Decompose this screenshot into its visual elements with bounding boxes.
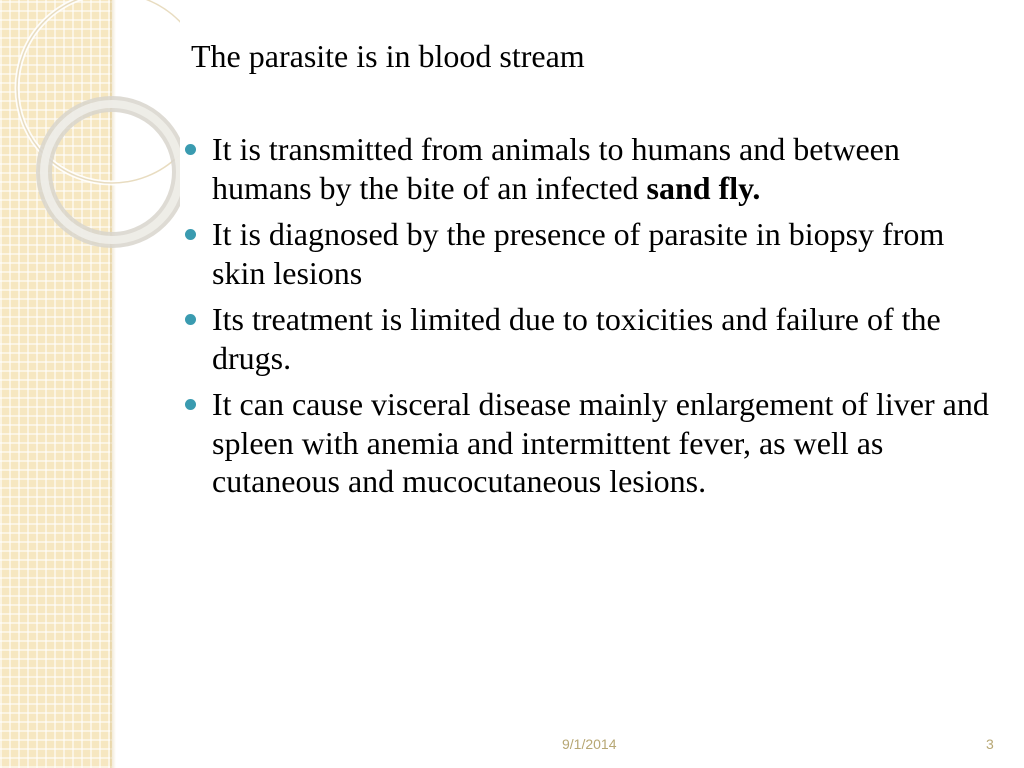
bullet-item-treatment	[180, 300, 1000, 377]
bullet-item-disease	[180, 385, 1000, 501]
bullet-text: It is diagnosed by the presence of parasite in biopsy from skin lesions	[212, 216, 945, 291]
bullet-item-transmission	[180, 130, 1000, 207]
bullet-list	[180, 130, 1000, 509]
footer-date: 9/1/2014	[562, 736, 617, 752]
slide-title: The parasite is in blood stream	[191, 38, 585, 74]
bullet-dot-icon	[185, 229, 196, 240]
bullet-text: It can cause visceral disease mainly enlargement of liver and spleen with anemia and intermittent fever, as well as cutaneous and mucocutaneous lesions.	[212, 386, 989, 499]
bullet-dot-icon	[185, 314, 196, 325]
bullet-text: It is transmitted from animals to humans and between humans by the bite of an infected	[212, 131, 900, 206]
bullet-text: Its treatment is limited due to toxicities and failure of the drugs.	[212, 301, 941, 376]
bullet-emphasis: sand fly.	[646, 169, 761, 206]
footer-page-number: 3	[986, 736, 994, 752]
bullet-item-diagnosis	[180, 215, 1000, 292]
bullet-dot-icon	[185, 144, 196, 155]
bullet-dot-icon	[185, 399, 196, 410]
decorative-rings	[0, 0, 180, 260]
